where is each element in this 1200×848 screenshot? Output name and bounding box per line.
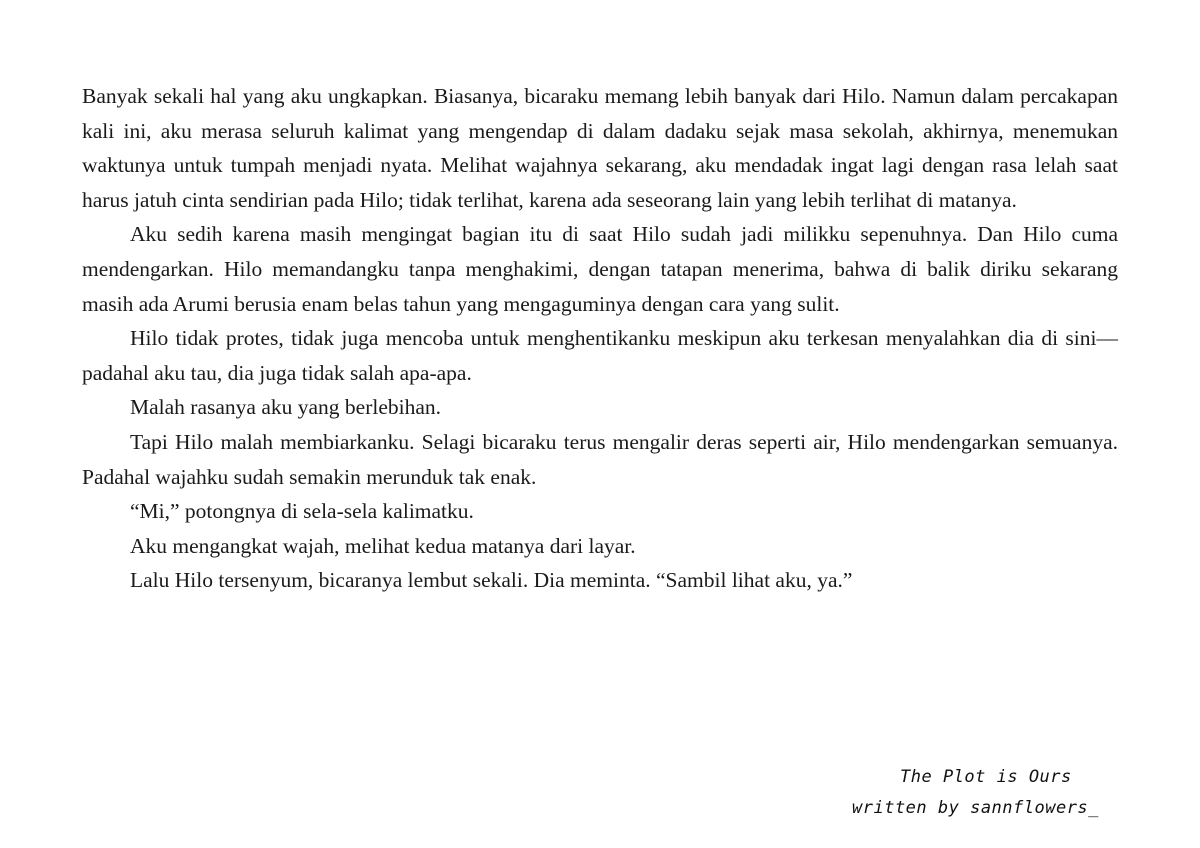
story-paragraph-4: Malah rasanya aku yang berlebihan. bbox=[130, 395, 442, 420]
story-paragraph-8: Lalu Hilo tersenyum, bicaranya lembut sekali. Dia meminta. “Sambil lihat aku, ya.” bbox=[130, 568, 853, 593]
book-title: The Plot is Ours bbox=[900, 767, 1072, 787]
author-byline: written by sannflowers_ bbox=[852, 798, 1099, 818]
story-paragraph-5: Tapi Hilo malah membiarkanku. Selagi bicaraku terus mengalir deras seperti air, Hilo mendengarkan semuanya. Padahal wajahku sudah semakin merunduk tak enak. bbox=[82, 429, 1118, 489]
story-paragraph-7: Aku mengangkat wajah, melihat kedua matanya dari layar. bbox=[130, 533, 636, 558]
story-text bbox=[82, 79, 1118, 598]
story-paragraph-1: Banyak sekali hal yang aku ungkapkan. Biasanya, bicaraku memang lebih banyak dari Hilo. Namun dalam percakapan kali ini, aku merasa seluruh kalimat yang mengendap di dalam dadaku sejak masa sekolah, akhirnya, menemukan waktunya untuk tumpah menjadi nyata. Melihat wajahnya sekarang, aku mendadak ingat lagi dengan rasa lelah saat harus jatuh cinta sendirian pada Hilo; tidak terlihat, karena ada seseorang lain yang lebih terlihat di matanya. bbox=[82, 84, 1118, 212]
credits-signature bbox=[852, 762, 1142, 824]
story-paragraph-2: Aku sedih karena masih mengingat bagian itu di saat Hilo sudah jadi milikku sepenuhnya. Dan Hilo cuma mendengarkan. Hilo memandangku tanpa menghakimi, dengan tatapan menerima, bahwa di balik diriku sekarang masih ada Arumi berusia enam belas tahun yang mengaguminya dengan cara yang sulit. bbox=[82, 222, 1118, 316]
story-paragraph-6: “Mi,” potongnya di sela-sela kalimatku. bbox=[130, 499, 474, 524]
story-paragraph-3: Hilo tidak protes, tidak juga mencoba untuk menghentikanku meskipun aku terkesan menyalahkan dia di sini—padahal aku tau, dia juga tidak salah apa-apa. bbox=[82, 326, 1118, 385]
